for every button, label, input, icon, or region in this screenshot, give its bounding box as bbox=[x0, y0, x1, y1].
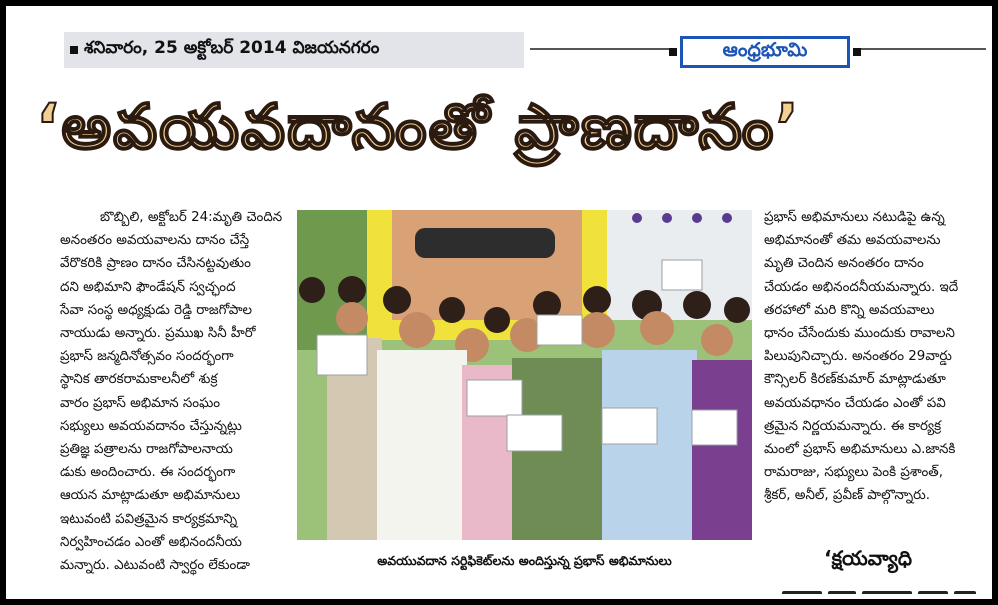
header-rule-left bbox=[530, 48, 676, 50]
article-line: ప్రభాస్ అభిమానులు నటుడిపై ఉన్న bbox=[764, 210, 945, 225]
article-line: స్థానిక తారకరామకాలనీలో శుక్ర bbox=[60, 372, 218, 388]
article-line: త్రమైన నిర్ణయమన్నారు. ఈ కార్యక్ర bbox=[764, 418, 942, 434]
article-line: ఆయన మాట్లాడుతూ అభిమానులు bbox=[60, 488, 241, 504]
article-line: వేరొకరికి ప్రాణం దానం చేసినట్టవుతుం bbox=[60, 256, 251, 272]
news-photo-illustration bbox=[297, 210, 752, 540]
article-column-left bbox=[60, 206, 288, 577]
article-line: దని అభిమాని ఫౌండేషన్ స్వచ్ఛంద bbox=[60, 279, 236, 295]
article-line: సేవా సంస్థ అధ్యక్షుడు రెడ్డి రాజగోపాల bbox=[60, 302, 253, 318]
bullet-square-icon bbox=[70, 46, 78, 54]
article-line: అభిమానంతో తమ అవయవాలను bbox=[764, 233, 941, 249]
cut-off-text-line bbox=[782, 582, 990, 594]
article-line: నిర్వహించడం ఎంతో అభినందనీయ bbox=[60, 534, 242, 550]
header-rule-right bbox=[854, 48, 986, 50]
article-line: వారం ప్రభాస్ అభిమాన సంఘం bbox=[60, 395, 221, 411]
logo-left-square-icon bbox=[669, 48, 677, 56]
newspaper-clipping bbox=[6, 6, 992, 599]
newspaper-logo bbox=[680, 36, 850, 68]
article-line: మంలో ప్రభాస్ అభిమానులు ఎ.జానకి bbox=[764, 442, 956, 458]
article-line: అవయవధానం చేయడం ఎంతో పవి bbox=[764, 395, 946, 411]
article-line: కౌన్సిలర్ కిరణ్‌కుమార్ మాట్లాడుతూ bbox=[764, 372, 946, 388]
logo-right-square-icon bbox=[853, 48, 861, 56]
photo-caption: అవయువదాన సర్టిఫికెట్‌లను అందిస్తున్న ప్రభాస్ అభిమానులు bbox=[377, 553, 672, 568]
article-line: ధానం చేసేందుకు ముందుకు రావాలని bbox=[764, 326, 955, 342]
article-column-right bbox=[764, 206, 990, 508]
article-line: ఇటువంటి పవిత్రమైన కార్యక్రమాన్ని bbox=[60, 511, 238, 527]
article-line: నాయుడు అన్నారు. ప్రముఖ సినీ హీరో bbox=[60, 326, 256, 342]
article-line: బొబ్బిలి, అక్టోబర్ 24:మృతి చెందిన bbox=[100, 210, 283, 225]
dateline-bar bbox=[64, 32, 524, 68]
article-line: రామరాజు, సభ్యులు పెంకి ప్రశాంత్, bbox=[764, 465, 943, 481]
logo-text: ఆంధ్రభూమి bbox=[722, 38, 808, 61]
article-line: చేయడం అభినందనీయమన్నారు. ఇదే bbox=[764, 279, 959, 295]
article-line: అనంతరం అవయవాలను దానం చేస్తే bbox=[60, 233, 250, 249]
article-line: మృతి చెందిన అనంతరం దానం bbox=[764, 256, 924, 272]
next-story-headline: ‘క్షయవ్యాధి bbox=[824, 546, 912, 570]
news-photo bbox=[297, 210, 752, 540]
headline: ‘అవయవదానంతో ప్రాణదానం’ bbox=[36, 90, 801, 163]
article-line: సభ్యులు అవయవదానం చేస్తున్నట్లు bbox=[60, 418, 242, 434]
article-line: మన్నారు. ఎటువంటి స్వార్థం లేకుండా bbox=[60, 558, 250, 574]
article-line: ప్రభాస్ జన్మదినోత్సవం సందర్భంగా bbox=[60, 349, 234, 365]
article-line: పిలుపునిచ్చారు. అనంతరం 29వార్డు bbox=[764, 349, 952, 365]
article-line: తరహాలో మరి కొన్ని అవయవాలు bbox=[764, 302, 935, 318]
article-line: శ్రీకర్, అనీల్, ప్రవీణ్ పాల్గొన్నారు. bbox=[764, 488, 930, 504]
dateline-text: శనివారం, 25 అక్టోబర్ 2014 విజయనగరం bbox=[84, 38, 380, 58]
article-line: డుకు అందించారు. ఈ సందర్భంగా bbox=[60, 465, 236, 481]
article-line: ప్రతిజ్ఞ పత్రాలను రాజగోపాలనాయ bbox=[60, 442, 233, 458]
